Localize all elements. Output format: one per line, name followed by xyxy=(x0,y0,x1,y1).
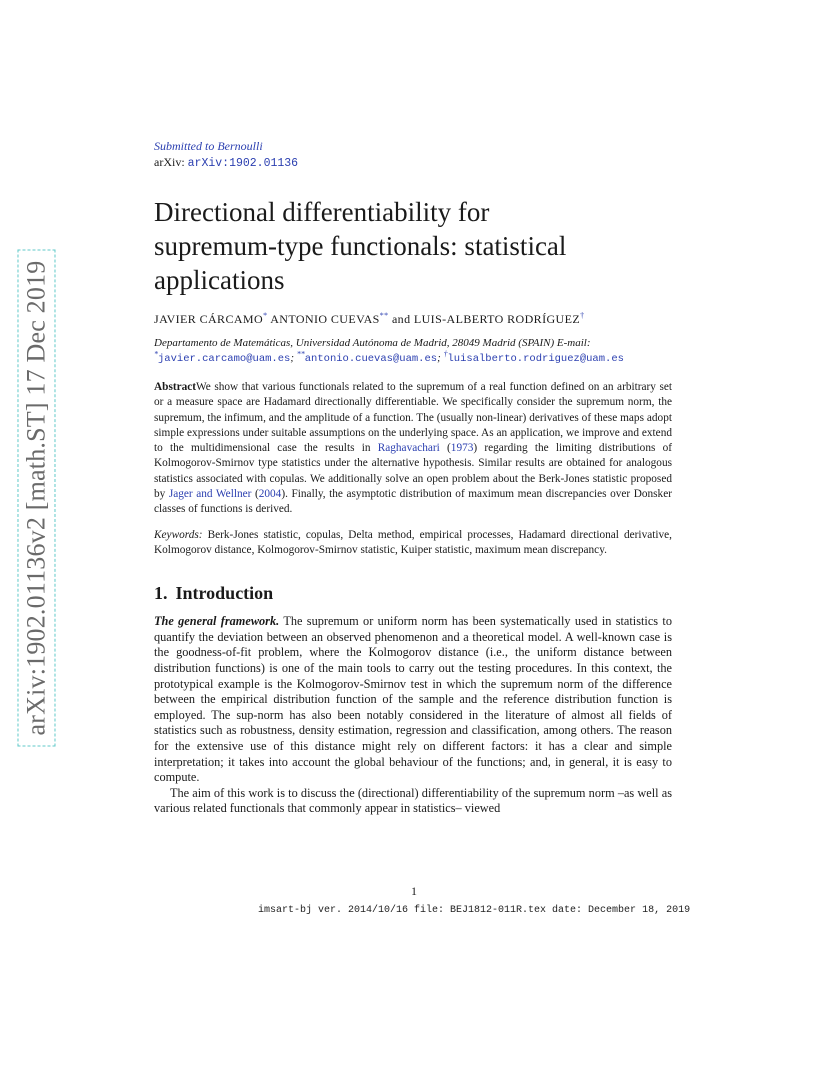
abstract-label: Abstract xyxy=(154,381,197,393)
cite-1-open: ( xyxy=(439,442,451,455)
title-line-2: supremum-type functionals: statistical xyxy=(154,231,567,261)
email-3-mark: † xyxy=(443,349,448,359)
author-1-mark[interactable]: * xyxy=(263,311,268,320)
author-2: ANTONIO CUEVAS xyxy=(270,312,380,326)
submitted-link[interactable]: Submitted to Bernoulli xyxy=(154,139,263,153)
section-title: Introduction xyxy=(175,583,274,604)
email-2-link[interactable]: antonio.cuevas@uam.es xyxy=(304,353,438,365)
abstract-part-2: regarding the limiting distributions of Kolmogorov-Smirnov type statistics under the alternative hypothesis. Similar results are obtained for analogous statistics associated with copulas. We additionally solve an open problem about the Berk-Jones statistic proposed by xyxy=(154,442,672,501)
affiliation-text: Departamento de Matemáticas, Universidad Autónoma de Madrid, 28049 Madrid (SPAIN) E-mail: xyxy=(154,337,591,349)
intro-p1-text: The supremum or uniform norm has been systematically used in statistics to quantify the deviation between an observed phenomenon and a theoretical model. A well-known case is the goodness-of-fit problem, where the Kolmogorov distance (i.e., the uniform distance between distribution functions) is one of the main tools to carry out the testing procedures. In this context, the prototypical example is the Kolmogorov-Smirnov test in which the supremum norm of the difference between the empirical distribution function of the sample and the reference distribution function is employed. The sup-norm has also been notably considered in the literature of almost all fields of statistics such as robustness, density estimation, regression and classification, among others. The reason for the extensive use of this distance might rely on different factors: it has a clear and simple interpretation; it takes into account the global behaviour of the functions; and, in general, it is easy to compute. xyxy=(154,614,673,785)
footer-line: imsart-bj ver. 2014/10/16 file: BEJ1812-011R.tex date: December 18, 2019 xyxy=(258,905,691,916)
cite-2-open: ( xyxy=(251,488,259,501)
arxiv-line xyxy=(154,154,672,172)
author-3: LUIS-ALBERTO RODRÍGUEZ xyxy=(413,312,581,326)
arxiv-id-link[interactable]: arXiv:1902.01136 xyxy=(187,157,299,170)
arxiv-sidebar-label[interactable]: arXiv:1902.01136v2 [math.ST] 17 Dec 2019 xyxy=(17,250,55,747)
intro-paragraph-2: The aim of this work is to discuss the (directional) differentiability of the supremum norm –as well as various related functionals that commonly appear in statistics– viewed xyxy=(154,785,672,816)
author-list xyxy=(154,311,672,327)
paper-title xyxy=(154,195,672,297)
author-1: JAVIER CÁRCAMO xyxy=(154,312,264,326)
abstract-part-1: We show that various functionals related to the supremum of a real function defined on an arbitrary set or a measure space are Hadamard directionally differentiable. We specifically consider the supremum norm, the supremum, the infimum, and the amplitude of a function. The (usually non-linear) derivatives of these maps adopt simple expressions under suitable assumptions on the underlying space. As an application, we improve and extend to the multidimensional case the results in xyxy=(154,381,672,455)
cite-raghavachari-year[interactable]: 1973 xyxy=(450,442,474,455)
paper-page xyxy=(154,138,672,817)
page-number: 1 xyxy=(411,884,417,898)
email-1-link[interactable]: javier.carcamo@uam.es xyxy=(158,353,291,365)
author-3-mark[interactable]: † xyxy=(580,311,585,320)
cite-jager-wellner-name[interactable]: Jager and Wellner xyxy=(168,488,252,501)
section-heading-introduction xyxy=(154,582,672,604)
keywords-text: Berk-Jones statistic, copulas, Delta method, empirical processes, Hadamard directional derivative, Kolmogorov distance, Kolmogorov-Smirnov statistic, Kuiper statistic, maximum mean discrepancy. xyxy=(154,528,672,556)
email-3-link[interactable]: luisalberto.rodriguez@uam.es xyxy=(447,353,624,365)
arxiv-sidebar xyxy=(16,238,56,758)
email-1-mark: * xyxy=(154,349,158,359)
keywords-label: Keywords: xyxy=(154,528,203,541)
email-sep-1: ; xyxy=(290,352,297,364)
email-sep-2: ; xyxy=(437,352,444,364)
author-and: and xyxy=(391,312,411,326)
cite-raghavachari-name[interactable]: Raghavachari xyxy=(377,442,440,455)
author-2-mark[interactable]: ** xyxy=(379,311,389,320)
intro-lead: The general framework. xyxy=(154,614,280,629)
cite-jager-wellner-year[interactable]: 2004 xyxy=(258,488,282,501)
title-line-3: applications xyxy=(154,265,285,295)
email-2-mark: ** xyxy=(296,349,305,359)
cite-1-close: ) xyxy=(473,442,478,455)
abstract xyxy=(154,380,672,518)
arxiv-prefix: arXiv: xyxy=(154,155,188,169)
abstract-part-3: . Finally, the asymptotic distribution of maximum mean discrepancies over Donsker classes of functions is derived. xyxy=(154,488,672,516)
cite-2-close: ) xyxy=(281,488,286,501)
section-number: 1. xyxy=(154,583,168,604)
affiliation xyxy=(154,336,672,367)
intro-paragraph-1 xyxy=(154,614,672,786)
title-line-1: Directional differentiability for xyxy=(154,197,490,227)
keywords xyxy=(154,528,672,559)
